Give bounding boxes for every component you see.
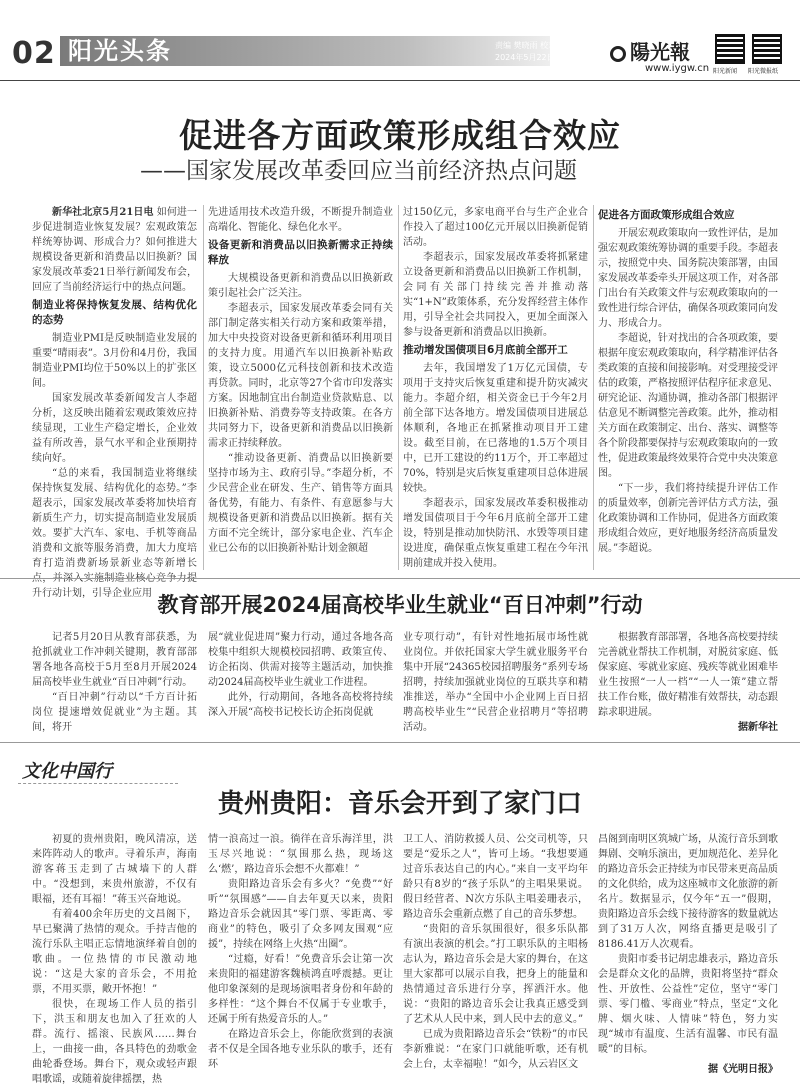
subhead: 制造业将保持恢复发展、结构优化的态势 [32, 299, 197, 326]
paragraph: “百日冲刺”行动以“千方百计拓岗位 提速增效促就业”为主题。其间，将开 [32, 692, 197, 733]
article3-col4 [598, 832, 778, 1058]
headline-3: 贵州贵阳：音乐会开到了家门口 [217, 789, 582, 819]
headline-1: 促进各方面政策形成组合效应 [179, 116, 621, 155]
article2-col4 [598, 630, 778, 740]
paragraph: 此外，行动期间，各地各高校将持续深入开展“高校书记校长访企拓岗促就 [208, 692, 393, 718]
headline-2: 教育部开展2024届高校毕业生就业“百日冲刺”行动 [157, 593, 643, 617]
qr-label: 阳光新闻 [713, 68, 738, 75]
editor-info [495, 40, 605, 64]
article1-col2 [208, 205, 393, 570]
paragraph: 贵阳市委书记胡忠雄表示，路边音乐会是群众文化的品牌，贵阳将坚持“群众性、开放性、公益性”定位，坚守“零门票、零门槛、零商业”特点，坚定“文化牌、烟火味、人情味”特色，努力实现“城市有温度、生活有温馨、市民有温暖”的目标。 [598, 954, 778, 1055]
article1-col4 [598, 205, 778, 570]
paragraph: 初夏的贵州贵阳，晚风清凉，送来阵阵动人的歌声。寻着乐声，海南游客蒋玉走到了古城墙下的人群中。“没想到，来贵州旅游，不仅有眼福，还有耳福！”蒋玉兴奋地说。 [32, 834, 197, 905]
article2-col3 [403, 630, 588, 740]
issue-date: 2024年5月22日 星期三 [495, 53, 582, 62]
source-credit: 据新华社 [738, 722, 778, 733]
paragraph: 记者5月20日从教育部获悉，为抢抓就业工作冲刺关键期，教育部部署各地各高校于5月至8月开展2024届高校毕业生就业“百日冲刺”行动。 [32, 632, 197, 688]
paragraph: 过150亿元，多家电商平台与生产企业合作投入了超过100亿元开展以旧换新促销活动。 [403, 207, 588, 248]
paragraph: 制造业PMI是反映制造业发展的重要“晴雨表”。3月份和4月份，我国制造业PMI均位于50%以上的扩张区间。 [32, 333, 197, 389]
paragraph: “推动设备更新、消费品以旧换新要坚持市场为主、政府引导。”李超分析，不少民营企业在研发、生产、销售等方面具备优势，有能力、有条件、有意愿参与大规模设备更新和消费品以旧换新。据有关方面不完全统计，部分家电企业、汽车企业已公布的以旧换新补贴计划金额超 [208, 453, 393, 554]
paragraph: 情一浪高过一浪。徜徉在音乐海洋里，洪玉尽兴地说：“氛围那么热，现场这么‘燃’，路边音乐会想不火都难！” [208, 834, 393, 875]
paragraph: 李超表示，国家发展改革委积极推动增发国债项目于今年6月底前全部开工建设，特别是推动加快防汛、水毁等项目建设进度，确保重点恢复重建工程在今年汛期前建成并投入使用。 [403, 498, 588, 569]
article1-col3 [403, 205, 588, 570]
divider [0, 742, 800, 743]
logo-text: 陽光報 [630, 40, 690, 64]
subhead: 推动增发国债项目6月底前全部开工 [403, 344, 568, 356]
article2-col1 [32, 630, 197, 740]
divider [0, 80, 800, 81]
paragraph: 展“就业促进周”聚力行动，通过各地各高校集中组织大规模校园招聘、政策宣传、访企拓岗、供需对接等主题活动，加快推动2024届高校毕业生就业工作进程。 [208, 632, 393, 688]
paragraph: 业专项行动”，有针对性地拓展市场性就业岗位。并依托国家大学生就业服务平台集中开展“24365校园招聘服务”系列专场招聘，持续加强就业岗位的互联共享和精准推送，举办“全国中小企业网上百日招聘高校毕业生”“民营企业招聘月”等招聘活动。 [403, 632, 588, 733]
newspaper-logo [610, 36, 690, 65]
column-divider [593, 205, 594, 570]
editors: 责编 樊晓雨 校对 王斐 [495, 41, 575, 50]
sun-icon [610, 46, 626, 62]
paragraph: 开展宏观政策取向一致性评估，是加强宏观政策统筹协调的重要手段。李超表示，按照党中央、国务院决策部署，由国家发展改革委牵头开展这项工作，对各部门出台有关政策文件与宏观政策取向的一致性进行综合评估，确保各项政策同向发力、形成合力。 [598, 228, 778, 329]
article2-col2 [208, 630, 393, 740]
paragraph: 李超表示，国家发展改革委会同有关部门制定落实相关行动方案和政策举措，加大中央投资对设备更新和循环利用项目的支持力度。用通汽车以旧换新补贴政策，设立5000亿元科技创新和技术改造再贷款。同时，北京等27个省市印发落实方案。因地制宜出台制造业贷款贴息、以旧换新补贴、消费券等支持政策。在各方共同努力下，设备更新和消费品以旧换新需求正持续释放。 [208, 303, 393, 449]
dateline: 新华社北京5月21日电 [52, 207, 154, 218]
paragraph: 贵阳路边音乐会有多火？“免费”“好听”“氛围感”——自去年夏天以来，贵阳路边音乐会就因其“零门票、零距离、零商业”的特色，吸引了众多网友围观“应援”，持续在网络上火热“出圈”。 [208, 879, 393, 950]
section-title: 阳光头条 [60, 36, 550, 66]
paragraph: 根据教育部部署，各地各高校要持续完善就业帮扶工作机制，对脱贫家庭、低保家庭、零就业家庭、残疾等就业困难毕业生按照“一人一档”“一人一策”建立帮扶工作台账，做好精准有效帮扶，动态跟踪求职进展。 [598, 632, 778, 718]
paragraph: 在路边音乐会上，你能欣赏到的表演者不仅是全国各地专业乐队的歌手，还有环 [208, 1029, 393, 1070]
paragraph: 李超表示，国家发展改革委将抓紧建立设备更新和消费品以旧换新工作机制，会同有关部门持续完善并推动落实“1+N”政策体系，充分发挥经营主体作用，引导全社会共同投入，更加全面深入参与设备更新和消费品以旧换新。 [403, 252, 588, 338]
article3-col1 [32, 832, 197, 1085]
paragraph: 很快，在现场工作人员的指引下，洪玉和朋友也加入了狂欢的人群。流行、摇滚、民族风……舞台上，一曲接一曲，各具特色的劲歌金曲轮番登场。舞台下，观众或轻声跟唱歌谣，或随着旋律摇摆，热 [32, 999, 197, 1085]
paragraph: 大规模设备更新和消费品以旧换新政策引起社会广泛关注。 [208, 273, 393, 299]
column-divider [203, 205, 204, 570]
paragraph: “过瘾，好看！”免费音乐会让第一次来贵阳的福建游客魏桢鸿直呼震撼。更让他印象深刻的是现场演唱者身份和年龄的多样性：“这个舞台不仅属于专业歌手，还属于所有热爱音乐的人。” [208, 954, 393, 1025]
subhead: 设备更新和消费品以旧换新需求正持续释放 [208, 239, 393, 266]
paragraph: 已成为贵阳路边音乐会“铁粉”的市民李新雅说：“在家门口就能听歌，还有机会上台，太幸福啦！”如今，从云岩区文 [403, 1029, 588, 1070]
paragraph: 去年，我国增发了1万亿元国债，专项用于支持灾后恢复重建和提升防灾减灾能力。李超介绍，相关资金已于今年2月前全部下达各地方。增发国债项目进展总体顺利，各地正在抓紧推动项目开工建设。截至目前，在已落地的1.5万个项目中，已开工建设的约11万个，开工率超过70%，特别是灾后恢复重建项目总体进展较快。 [403, 363, 588, 494]
qr-code-icon[interactable] [752, 34, 782, 64]
website-url: www.iygw.cn [645, 63, 710, 74]
paragraph: 有着400余年历史的文昌阁下，早已聚满了热情的观众。手持吉他的流行乐队主唱正忘情地演绎着自创的歌曲。一位热情的市民激动地说：“这是大家的音乐会，不用抢票，不用买票，敞开怀抱！” [32, 909, 197, 995]
subheadline-1: ——国家发展改革委回应当前经济热点问题 [140, 158, 577, 184]
article1-col1 [32, 205, 197, 599]
paragraph: “贵阳的音乐氛围很好，很多乐队都有演出表演的机会。”打工职乐队的主唱杨志认为，路边音乐会是大家的舞台，在这里大家都可以展示自我，把身上的能量和热情通过音乐进行分享，挥洒汗水。他说：“贵阳的路边音乐会让我真正感受到了艺术从人民中来，到人民中去的意义。” [403, 924, 588, 1025]
article3-col3 [403, 832, 588, 1072]
page-number: 02 [12, 36, 56, 71]
paragraph: 昌阁到南明区筑城广场，从流行音乐到歌舞剧、交响乐演出，更加规范化、差异化的路边音乐会正持续为市民带来更高品质的文化供给，成为这座城市文化旅游的新名片。数据显示，仅今年“五一”假期，贵阳路边音乐会线下接待游客的数量就达到了31万人次，网络直播更是吸引了8186.41万人次观看。 [598, 834, 778, 950]
article3-col2 [208, 832, 393, 1072]
subhead: 促进各方面政策形成组合效应 [598, 209, 735, 221]
divider [0, 578, 800, 579]
column-label: 文化中国行 [22, 761, 112, 782]
qr-code-icon[interactable] [715, 34, 745, 64]
paragraph: 如何进一步促进制造业恢复发展？宏观政策怎样统筹协调、形成合力？如何推进大规模设备更新和消费品以旧换新？国家发展改革委21日举行新闻发布会，回应了当前经济运行中的热点问题。 [32, 207, 197, 293]
column-divider [398, 205, 399, 570]
paragraph: “总的来看，我国制造业将继续保持恢复发展、结构优化的态势。”李超表示，国家发展改革委将加快培育新质生产力，切实提高制造业发展质效。要扩大汽车、家电、手机等商品消费和文旅等服务消费，加大力度培育打造消费新场景新业态等新增长 升行动计划，引导企业应用 [32, 468, 197, 599]
paragraph: 国家发展改革委新闻发言人李超分析，这反映出随着宏观政策效应持续显现，工业生产稳定增长，企业效益有所改善，景气水平和企业预期持续向好。 [32, 393, 197, 464]
paragraph: “下一步，我们将持续提升评估工作的质量效率，创新完善评估方式方法，强化政策协调和工作协同，促进各方面政策形成组合效应，更好地服务经济高质量发展。”李超说。 [598, 483, 778, 554]
paragraph: 李超说，针对找出的合各项政策，要根据年度宏观政策取向，科学精准评估各类政策的直接和间接影响。对受理接受评估的政策，严格按照评估程序征求意见、研究论证、沟通协调，推动各部门根据评估意见不断调整完善政策。此外，推动相关方面在政策制定、出台、落实、调整等各个阶段都要保持与宏观政策取向的一致性，促进政策最终效果符合党中央决策意图。 [598, 333, 778, 479]
source-credit: 据《光明日报》 [708, 1064, 778, 1075]
paragraph: 先进适用技术改造升级，不断提升制造业高端化、智能化、绿色化水平。 [208, 207, 393, 233]
qr-label: 阳光微报纸 [748, 68, 779, 75]
paragraph: 卫工人、消防救援人员、公交司机等，只要是“爱乐之人”，皆可上场。“我想要通过音乐表达自己的内心。”来自一支平均年龄只有8岁的“孩子乐队”的主唱果果说。假日经营者、N次方乐队主唱姜珊表示，路边音乐会重新点燃了自己的音乐梦想。 [403, 834, 588, 920]
